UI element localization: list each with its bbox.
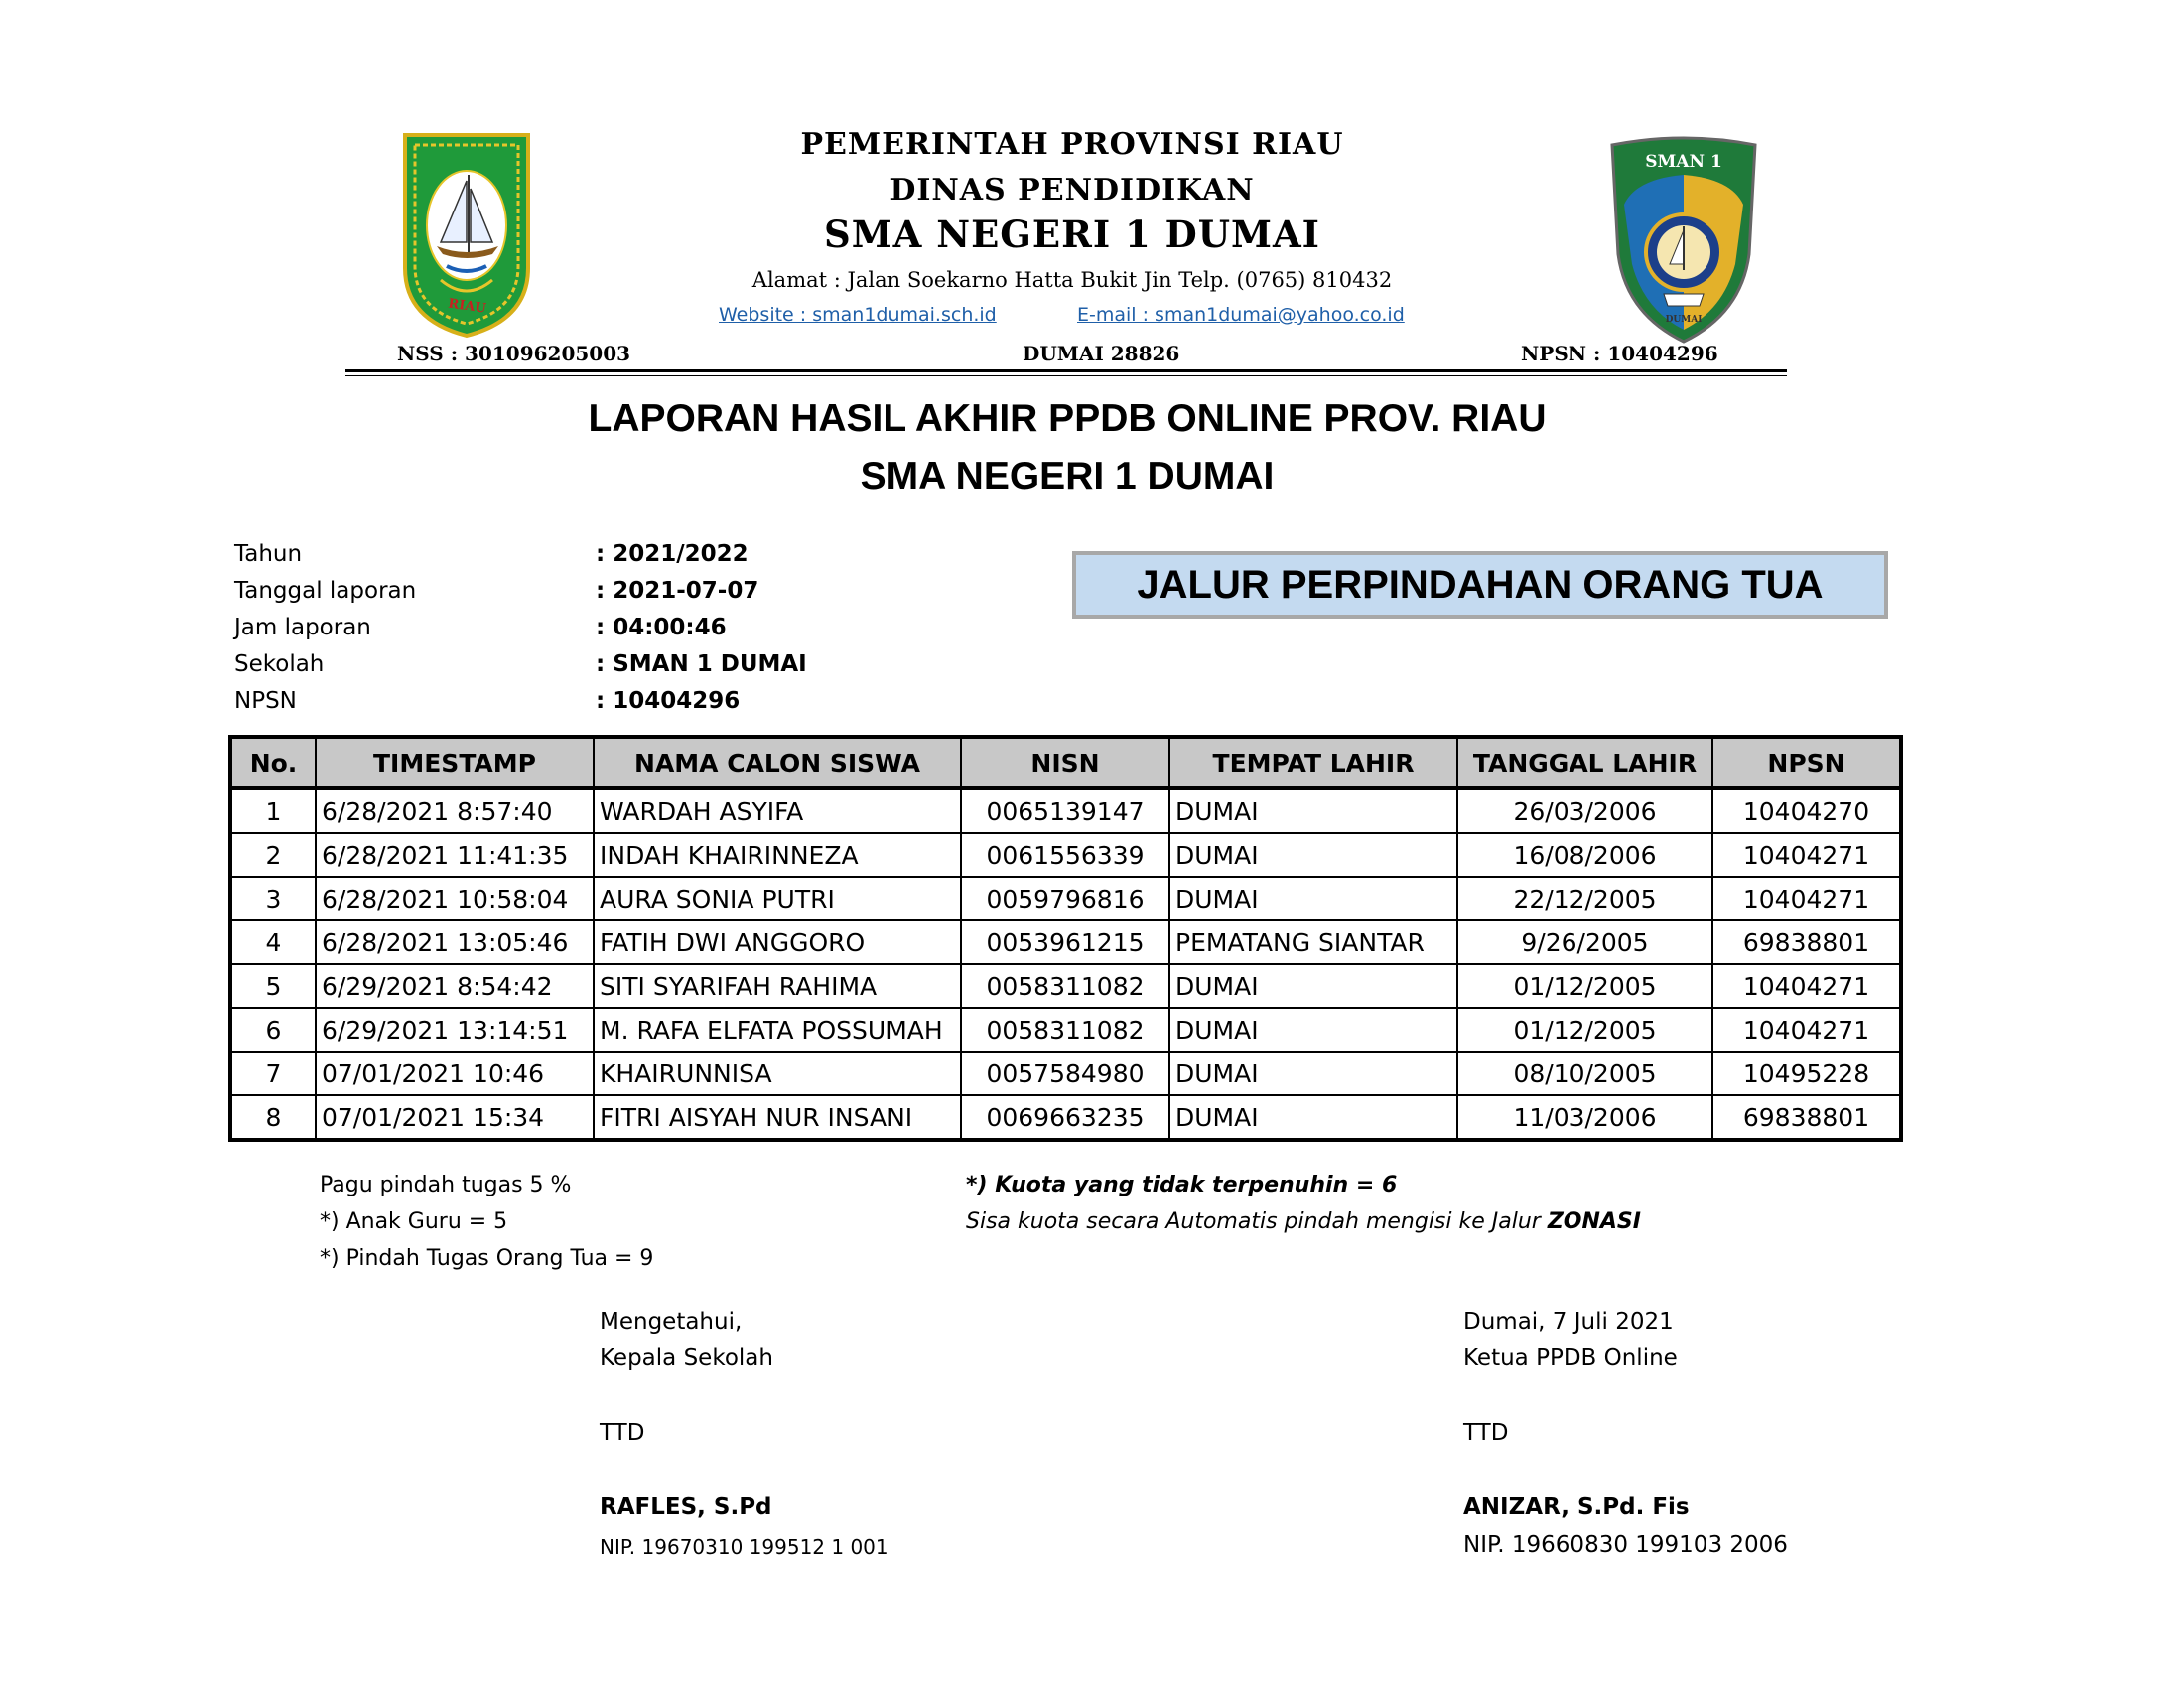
cell-nisn: 0053961215 xyxy=(961,920,1169,964)
sig-left-name: RAFLES, S.Pd xyxy=(600,1494,772,1520)
note-jalur-zonasi: ZONASI xyxy=(1547,1209,1641,1234)
info-value-npsn: : 10404296 xyxy=(596,688,741,714)
riau-emblem-caption: RIAU xyxy=(447,296,487,317)
cell-timestamp: 6/28/2021 8:57:40 xyxy=(316,788,594,833)
info-label-sekolah: Sekolah xyxy=(234,651,325,677)
cell-no: 8 xyxy=(230,1095,316,1140)
cell-npsn: 10495228 xyxy=(1712,1052,1901,1095)
report-subtitle: SMA NEGERI 1 DUMAI xyxy=(860,455,1275,497)
header-npsn: NPSN xyxy=(1712,737,1901,788)
cell-tempat-lahir: DUMAI xyxy=(1169,1095,1457,1140)
cell-tempat-lahir: PEMATANG SIANTAR xyxy=(1169,920,1457,964)
note-pindah-tugas: *) Pindah Tugas Orang Tua = 9 xyxy=(320,1246,654,1271)
cell-nama: FATIH DWI ANGGORO xyxy=(594,920,961,964)
cell-nisn: 0058311082 xyxy=(961,1008,1169,1052)
cell-no: 7 xyxy=(230,1052,316,1095)
student-table xyxy=(228,735,1903,1142)
header-nisn: NISN xyxy=(961,737,1169,788)
cell-no: 1 xyxy=(230,788,316,833)
note-pagu: Pagu pindah tugas 5 % xyxy=(320,1173,572,1197)
jalur-label: JALUR PERPINDAHAN ORANG TUA xyxy=(1137,562,1824,607)
cell-tanggal-lahir: 16/08/2006 xyxy=(1457,833,1712,877)
table-row xyxy=(230,920,1901,964)
sig-right-name: ANIZAR, S.Pd. Fis xyxy=(1463,1494,1690,1520)
cell-tempat-lahir: DUMAI xyxy=(1169,877,1457,920)
cell-no: 6 xyxy=(230,1008,316,1052)
cell-nama: WARDAH ASYIFA xyxy=(594,788,961,833)
cell-tempat-lahir: DUMAI xyxy=(1169,833,1457,877)
letterhead-rule-thick xyxy=(345,369,1787,372)
cell-no: 3 xyxy=(230,877,316,920)
header-tempat-lahir: TEMPAT LAHIR xyxy=(1169,737,1457,788)
sig-left-line2: Kepala Sekolah xyxy=(600,1345,773,1371)
cell-tempat-lahir: DUMAI xyxy=(1169,788,1457,833)
cell-tanggal-lahir: 11/03/2006 xyxy=(1457,1095,1712,1140)
cell-tanggal-lahir: 22/12/2005 xyxy=(1457,877,1712,920)
cell-tanggal-lahir: 01/12/2005 xyxy=(1457,964,1712,1008)
cell-nisn: 0065139147 xyxy=(961,788,1169,833)
table-row xyxy=(230,877,1901,920)
info-value-tahun: : 2021/2022 xyxy=(596,541,749,567)
sman1-dumai-emblem-logo xyxy=(1604,135,1763,348)
table-row xyxy=(230,1095,1901,1140)
header-no: No. xyxy=(230,737,316,788)
info-value-jam: : 04:00:46 xyxy=(596,615,727,640)
cell-nama: INDAH KHAIRINNEZA xyxy=(594,833,961,877)
cell-nisn: 0059796816 xyxy=(961,877,1169,920)
info-label-tahun: Tahun xyxy=(234,541,303,567)
sig-right-ttd: TTD xyxy=(1463,1420,1509,1446)
table-row xyxy=(230,964,1901,1008)
info-label-jam: Jam laporan xyxy=(234,615,371,640)
cell-timestamp: 6/28/2021 11:41:35 xyxy=(316,833,594,877)
header-timestamp: TIMESTAMP xyxy=(316,737,594,788)
cell-tanggal-lahir: 08/10/2005 xyxy=(1457,1052,1712,1095)
table-row xyxy=(230,1008,1901,1052)
letterhead-rule-thin xyxy=(345,375,1787,376)
info-label-tanggal: Tanggal laporan xyxy=(234,578,417,604)
cell-tanggal-lahir: 01/12/2005 xyxy=(1457,1008,1712,1052)
cell-nama: FITRI AISYAH NUR INSANI xyxy=(594,1095,961,1140)
school-address: Alamat : Jalan Soekarno Hatta Bukit Jin Telp. (0765) 810432 xyxy=(751,268,1393,292)
riau-emblem-logo xyxy=(401,131,532,340)
cell-no: 5 xyxy=(230,964,316,1008)
cell-npsn: 10404270 xyxy=(1712,788,1901,833)
city-postal: DUMAI 28826 xyxy=(1023,342,1180,365)
header-tanggal-lahir: TANGGAL LAHIR xyxy=(1457,737,1712,788)
sman1-emblem-caption-bottom: DUMAI xyxy=(1665,315,1703,325)
cell-timestamp: 07/01/2021 15:34 xyxy=(316,1095,594,1140)
cell-nama: SITI SYARIFAH RAHIMA xyxy=(594,964,961,1008)
report-title: LAPORAN HASIL AKHIR PPDB ONLINE PROV. RIAU xyxy=(588,397,1547,440)
info-value-sekolah: : SMAN 1 DUMAI xyxy=(596,651,807,677)
school-title: SMA NEGERI 1 DUMAI xyxy=(824,212,1320,256)
cell-tanggal-lahir: 26/03/2006 xyxy=(1457,788,1712,833)
sig-left-ttd: TTD xyxy=(600,1420,645,1446)
sig-left-nip: NIP. 19670310 199512 1 001 xyxy=(600,1535,888,1559)
cell-timestamp: 6/28/2021 13:05:46 xyxy=(316,920,594,964)
cell-tempat-lahir: DUMAI xyxy=(1169,1008,1457,1052)
npsn-number: NPSN : 10404296 xyxy=(1521,342,1718,365)
cell-nama: AURA SONIA PUTRI xyxy=(594,877,961,920)
sig-right-line1: Dumai, 7 Juli 2021 xyxy=(1463,1309,1674,1335)
cell-timestamp: 6/29/2021 13:14:51 xyxy=(316,1008,594,1052)
note-sisa-kuota-text: Sisa kuota secara Automatis pindah mengisi ke Jalur xyxy=(966,1209,1541,1234)
cell-npsn: 10404271 xyxy=(1712,964,1901,1008)
cell-no: 2 xyxy=(230,833,316,877)
cell-npsn: 69838801 xyxy=(1712,920,1901,964)
nss-number: NSS : 301096205003 xyxy=(397,342,631,365)
cell-tempat-lahir: DUMAI xyxy=(1169,964,1457,1008)
cell-nama: KHAIRUNNISA xyxy=(594,1052,961,1095)
email-link[interactable]: E-mail : sman1dumai@yahoo.co.id xyxy=(1077,304,1405,326)
cell-tanggal-lahir: 9/26/2005 xyxy=(1457,920,1712,964)
sig-right-line2: Ketua PPDB Online xyxy=(1463,1345,1678,1371)
table-row xyxy=(230,1052,1901,1095)
cell-timestamp: 6/29/2021 8:54:42 xyxy=(316,964,594,1008)
note-kuota: *) Kuota yang tidak terpenuhin = 6 xyxy=(966,1173,1398,1197)
sig-left-line1: Mengetahui, xyxy=(600,1309,743,1335)
cell-npsn: 10404271 xyxy=(1712,1008,1901,1052)
website-link[interactable]: Website : sman1dumai.sch.id xyxy=(719,304,997,326)
table-row xyxy=(230,788,1901,833)
cell-nama: M. RAFA ELFATA POSSUMAH xyxy=(594,1008,961,1052)
note-sisa-kuota xyxy=(966,1209,1641,1234)
jalur-banner xyxy=(1072,551,1888,619)
note-anak-guru: *) Anak Guru = 5 xyxy=(320,1209,508,1234)
sig-right-nip: NIP. 19660830 199103 2006 xyxy=(1463,1532,1788,1558)
info-label-npsn: NPSN xyxy=(234,688,297,714)
cell-nisn: 0061556339 xyxy=(961,833,1169,877)
cell-timestamp: 6/28/2021 10:58:04 xyxy=(316,877,594,920)
table-row xyxy=(230,833,1901,877)
cell-no: 4 xyxy=(230,920,316,964)
cell-nisn: 0069663235 xyxy=(961,1095,1169,1140)
cell-timestamp: 07/01/2021 10:46 xyxy=(316,1052,594,1095)
table-header-row xyxy=(230,737,1901,788)
header-nama: NAMA CALON SISWA xyxy=(594,737,961,788)
government-title: PEMERINTAH PROVINSI RIAU xyxy=(800,127,1344,162)
cell-tempat-lahir: DUMAI xyxy=(1169,1052,1457,1095)
cell-npsn: 10404271 xyxy=(1712,877,1901,920)
cell-nisn: 0058311082 xyxy=(961,964,1169,1008)
cell-nisn: 0057584980 xyxy=(961,1052,1169,1095)
info-value-tanggal: : 2021-07-07 xyxy=(596,578,759,604)
cell-npsn: 10404271 xyxy=(1712,833,1901,877)
cell-npsn: 69838801 xyxy=(1712,1095,1901,1140)
department-title: DINAS PENDIDIKAN xyxy=(889,173,1255,208)
sman1-emblem-caption-top: SMAN 1 xyxy=(1645,152,1722,172)
